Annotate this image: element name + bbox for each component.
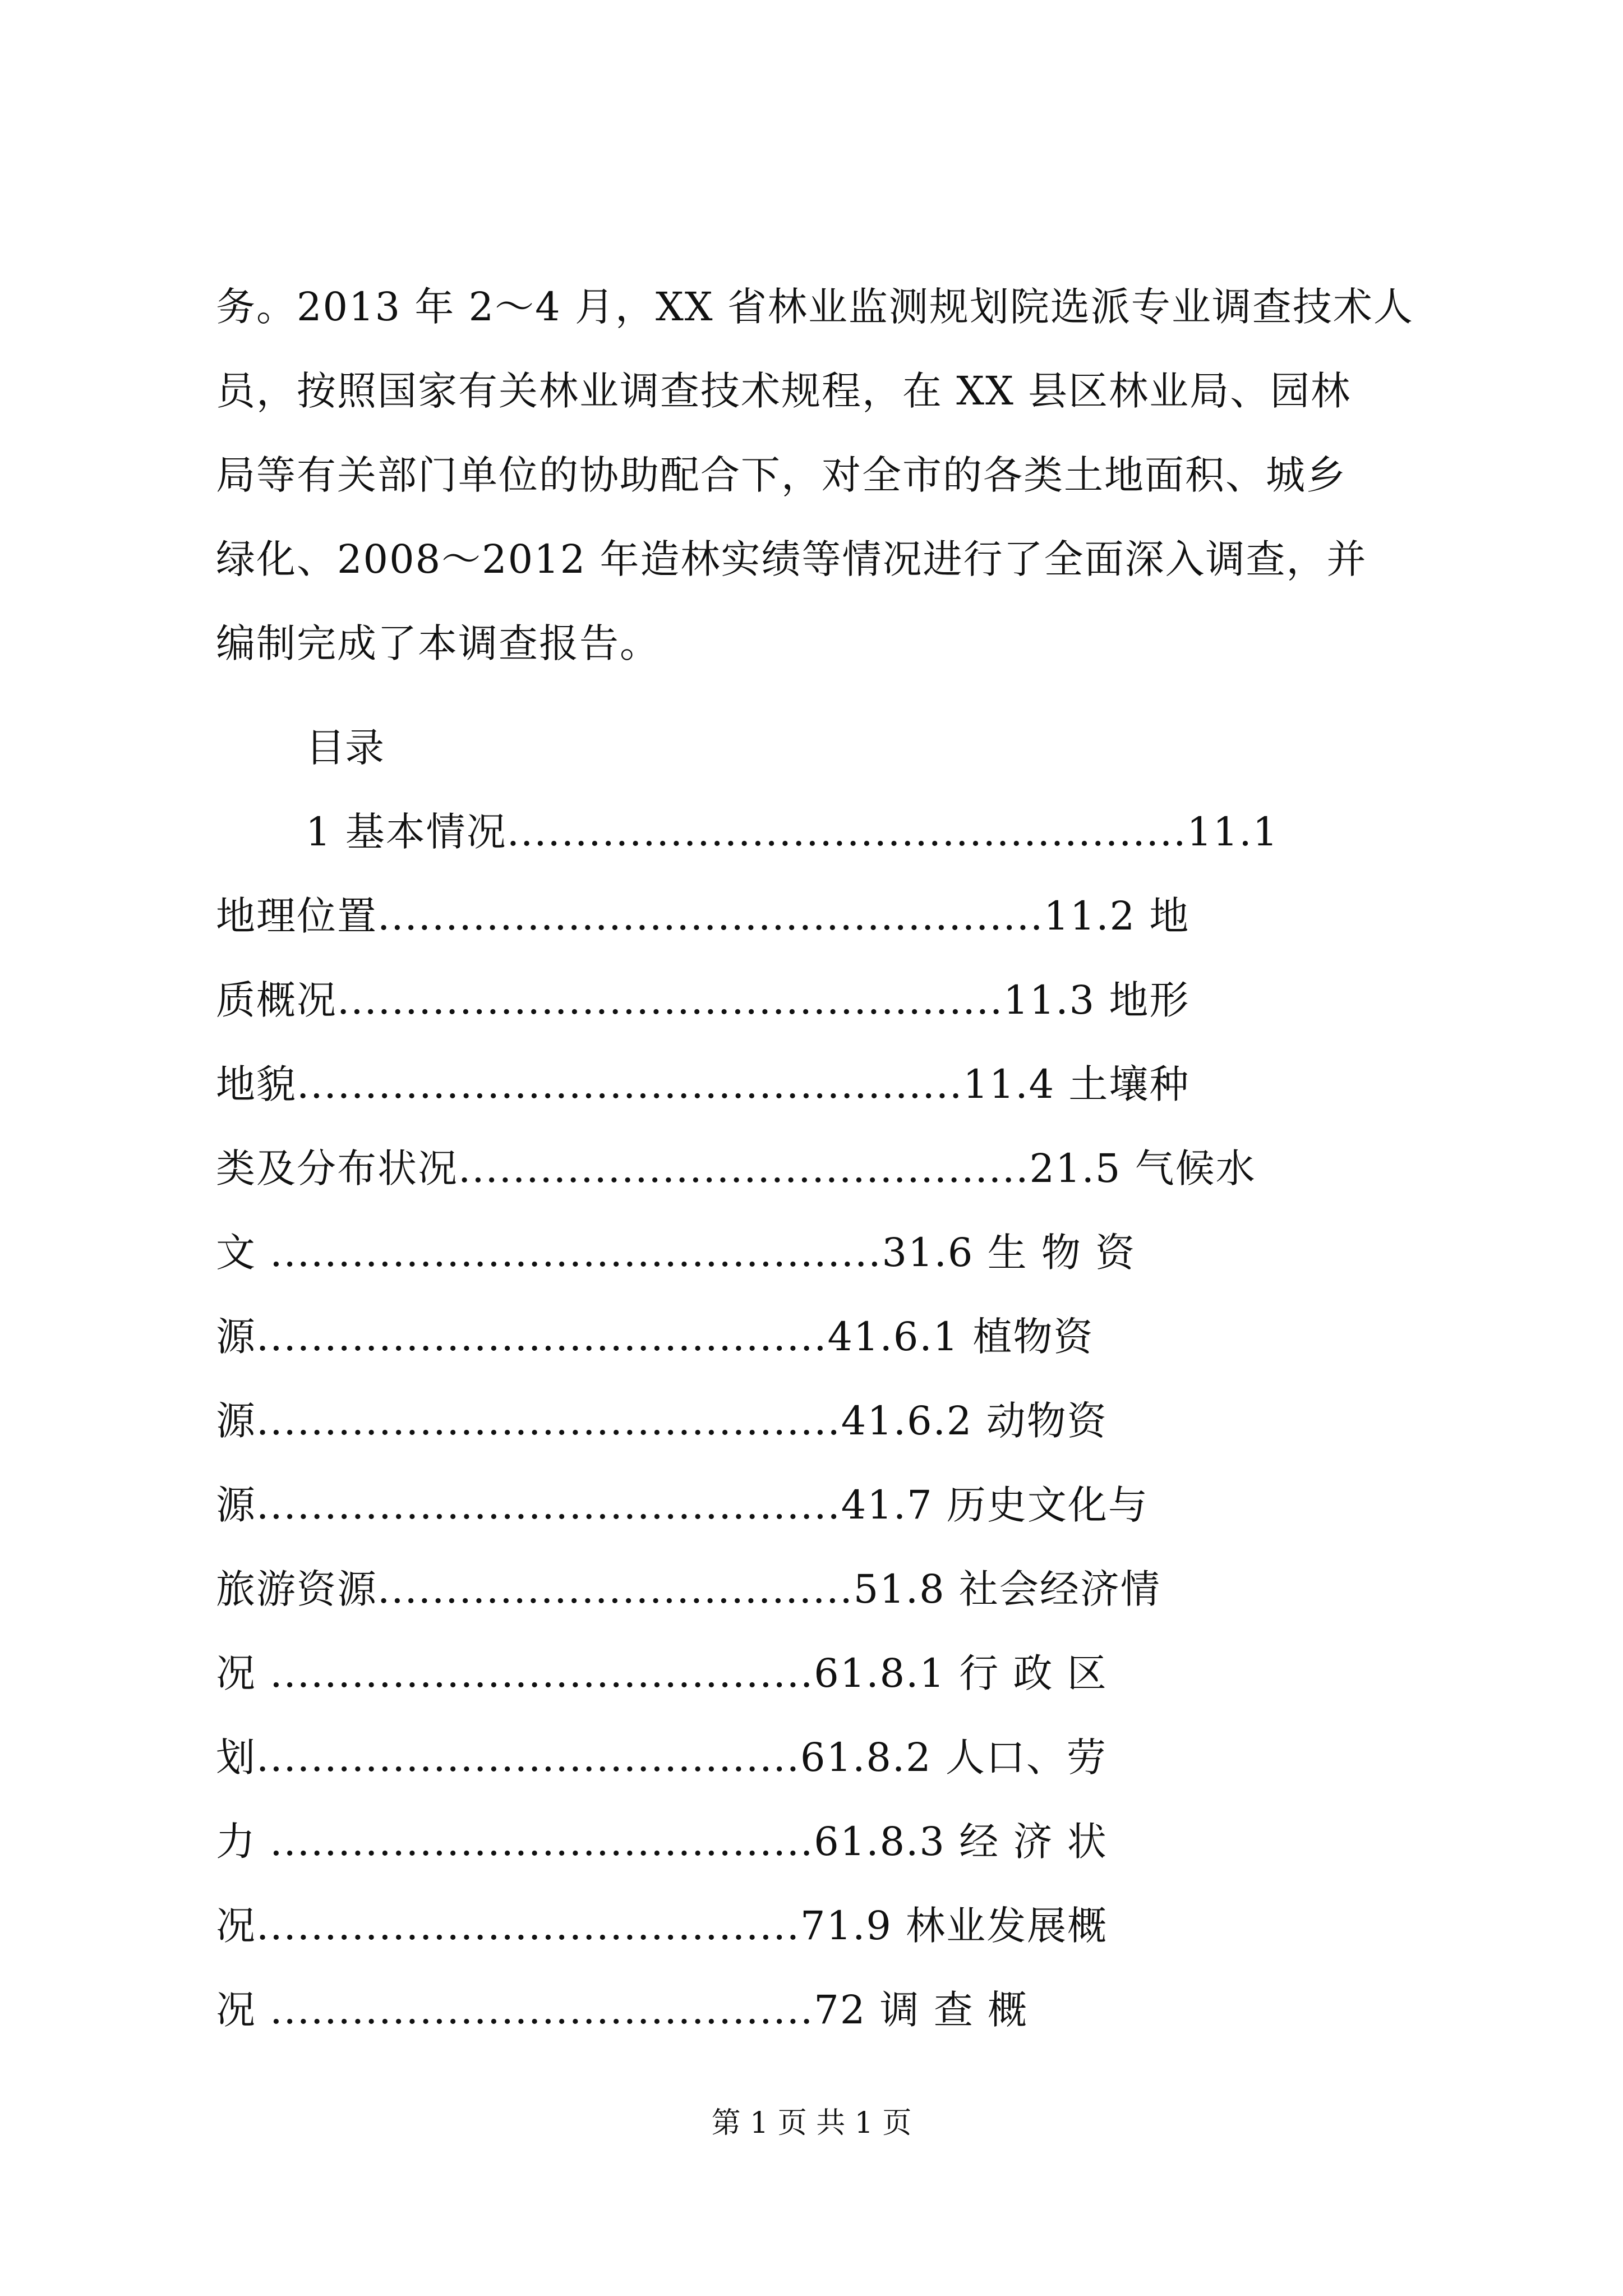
toc-line: 况 ........................................61.8.1 行 政 区 — [216, 1650, 1108, 1696]
toc-line: 地貌.................................................11.4 土壤种 — [216, 1061, 1190, 1107]
toc-line: 地理位置.................................................11.2 地 — [216, 893, 1190, 939]
table-of-contents — [216, 790, 1422, 2052]
paragraph-line: 编制完成了本调查报告。 — [216, 620, 660, 666]
toc-line: 旅游资源...................................51.8 社会经济情 — [216, 1566, 1161, 1612]
page-footer: 第 1 页 共 1 页 — [711, 2106, 912, 2140]
toc-line: 力 ........................................61.8.3 经 济 状 — [216, 1819, 1108, 1865]
toc-line: 源...........................................41.6.2 动物资 — [216, 1398, 1108, 1444]
intro-paragraph — [216, 265, 1414, 685]
toc-line: 划........................................61.8.2 人口、劳 — [216, 1734, 1107, 1780]
paragraph-line: 员，按照国家有关林业调查技术规程，在 XX 县区林业局、园林 — [216, 368, 1352, 414]
toc-line: 1 基本情况..................................................11.1 — [306, 809, 1279, 855]
toc-line: 况 ........................................72 调 查 概 — [216, 1987, 1029, 2033]
toc-line: 类及分布状况..........................................21.5 气候水 — [216, 1145, 1256, 1191]
toc-line: 文 .............................................31.6 生 物 资 — [216, 1230, 1136, 1276]
toc-line: 况........................................71.9 林业发展概 — [216, 1903, 1108, 1949]
paragraph-line: 务。2013 年 2～4 月，XX 省林业监测规划院选派专业调查技术人 — [216, 284, 1414, 330]
toc-line: 源..........................................41.6.1 植物资 — [216, 1314, 1094, 1360]
toc-line: 质概况.................................................11.3 地形 — [216, 977, 1190, 1023]
toc-heading: 目录 — [306, 725, 384, 771]
paragraph-line: 绿化、2008～2012 年造林实绩等情况进行了全面深入调查，并 — [216, 536, 1367, 582]
toc-line: 源...........................................41.7 历史文化与 — [216, 1482, 1149, 1528]
paragraph-line: 局等有关部门单位的协助配合下，对全市的各类土地面积、城乡 — [216, 452, 1347, 498]
